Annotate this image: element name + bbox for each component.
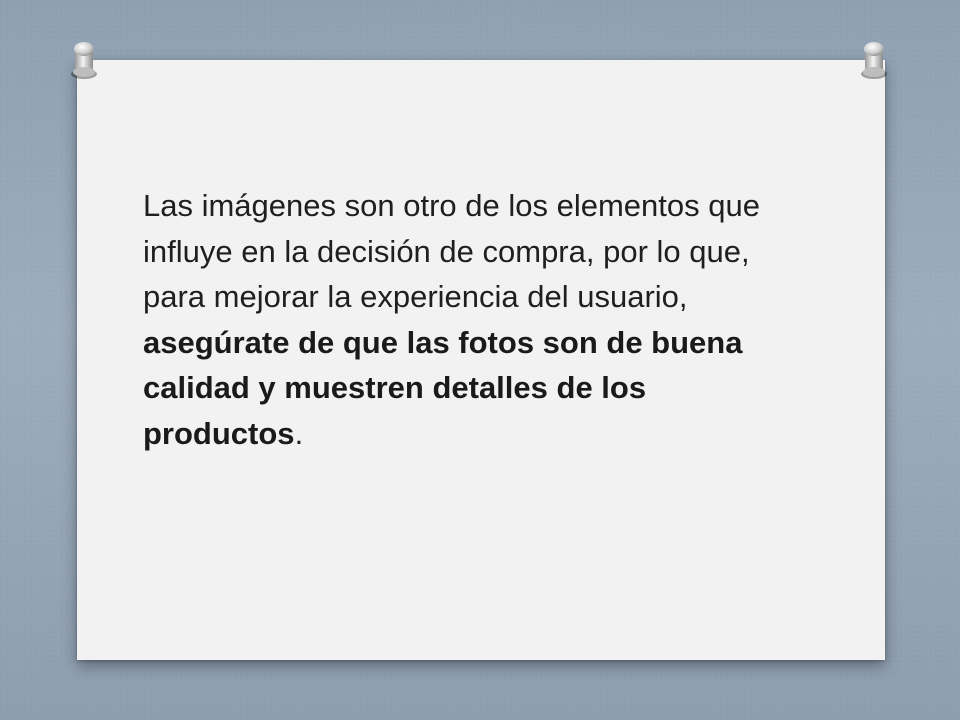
body-text-bold: asegúrate de que las fotos son de buena calidad y muestren detalles de los productos [143,324,743,451]
body-text-end: . [294,415,304,451]
pushpin-icon [858,40,890,80]
body-text-regular: Las imágenes son otro de los elementos que influye en la decisión de compra, por lo que, para mejorar la experiencia del usuario, [143,188,760,314]
pushpin-icon [68,40,100,80]
slide-body-text [143,183,803,456]
